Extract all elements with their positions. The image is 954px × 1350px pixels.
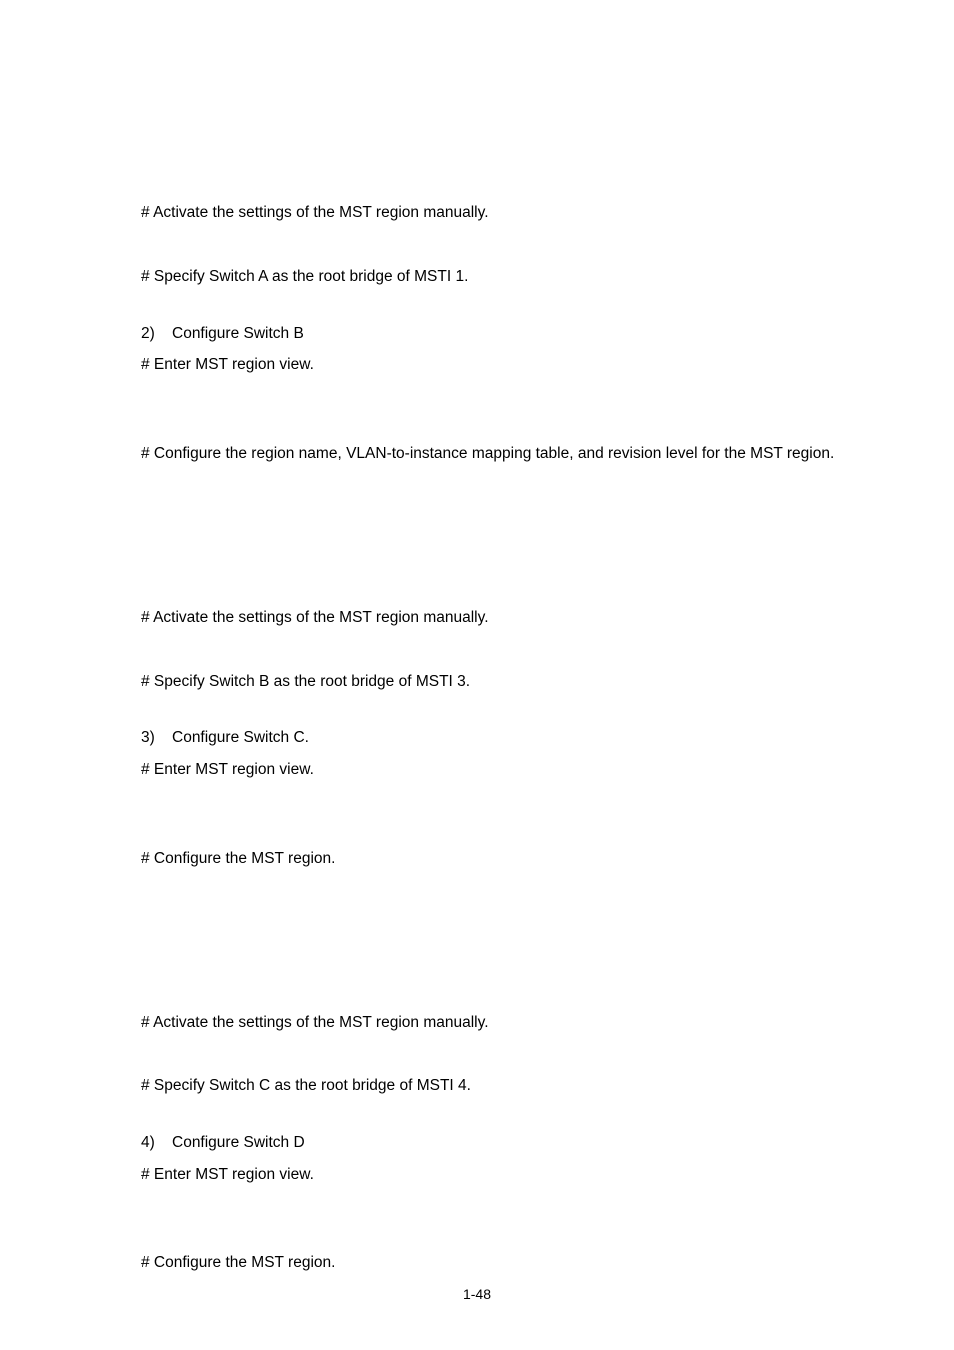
text-line: # Enter MST region view. <box>141 356 314 373</box>
text-line: # Activate the settings of the MST region manually. <box>141 1014 489 1031</box>
step-heading <box>141 729 309 747</box>
text-line: # Activate the settings of the MST region manually. <box>141 609 489 626</box>
text-line: # Enter MST region view. <box>141 761 314 778</box>
text-line: # Specify Switch B as the root bridge of MSTI 3. <box>141 673 471 690</box>
text-line: # Specify Switch A as the root bridge of MSTI 1. <box>141 268 469 285</box>
step-text: Configure Switch C. <box>172 729 309 746</box>
step-number: 4) <box>141 1134 155 1151</box>
text-line: # Configure the MST region. <box>141 850 336 867</box>
step-heading <box>141 325 304 343</box>
step-number: 2) <box>141 325 155 342</box>
step-text: Configure Switch D <box>172 1134 305 1151</box>
text-line: # Configure the region name, VLAN-to-instance mapping table, and revision level for the MST region. <box>141 445 835 462</box>
text-line: # Configure the MST region. <box>141 1254 336 1271</box>
step-text: Configure Switch B <box>172 325 304 342</box>
step-number: 3) <box>141 729 155 746</box>
page-number: 1-48 <box>462 1286 492 1302</box>
text-line: # Activate the settings of the MST region manually. <box>141 204 489 221</box>
text-line: # Specify Switch C as the root bridge of MSTI 4. <box>141 1077 471 1094</box>
step-heading <box>141 1134 305 1152</box>
text-line: # Enter MST region view. <box>141 1166 314 1183</box>
